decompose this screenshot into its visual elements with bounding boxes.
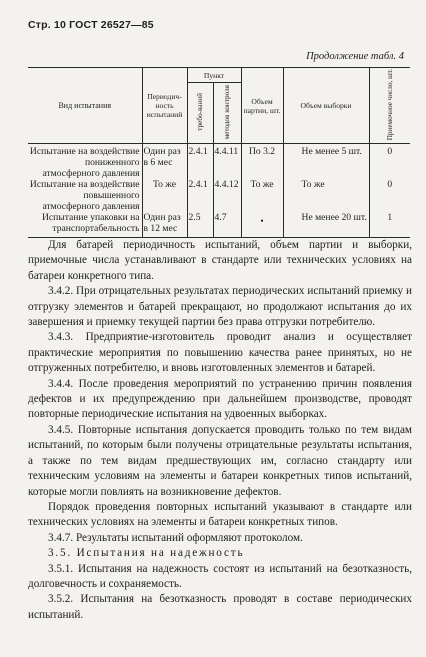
row-sample-size: То же xyxy=(283,179,369,212)
header-requirements: требо-ваний xyxy=(196,93,204,132)
paragraph: 3.5.1. Испытания на надежность состоят из испытаний на безотказность, долговечность и сохраняемость. xyxy=(28,562,412,590)
header-periodicity: Периодич-ность испытаний xyxy=(142,68,187,144)
row-periodicity: Один раз в 12 мес xyxy=(142,212,187,238)
row-periodicity: То же xyxy=(142,179,187,212)
header-acceptance: Приемочное число, шт. xyxy=(385,69,394,141)
row-acceptance: 1 xyxy=(369,212,410,238)
header-methods: методов контроля xyxy=(223,85,231,140)
row-periodicity: Один раз в 6 мес xyxy=(142,144,187,180)
table-row xyxy=(28,212,410,238)
row-acceptance: 0 xyxy=(369,144,410,180)
row-methods: 4.4.11 xyxy=(213,144,241,180)
table-row xyxy=(28,179,410,212)
paragraph: 3.4.2. При отрицательных результатах периодических испытаний приемку и отгрузку элементов и батарей прекращают, но продолжают испытания до их завершения и приемку текущей партии без права отгрузки потребителю. xyxy=(28,285,412,329)
header-acceptance-cell xyxy=(369,68,410,144)
header-sample-size: Объем выборки xyxy=(283,68,369,144)
row-test-name: Испытание на воздействие повышенного атмосферного давления xyxy=(29,179,140,213)
row-acceptance: 0 xyxy=(369,179,410,212)
page-header: Стр. 10 ГОСТ 26527—85 xyxy=(28,19,154,31)
paragraph: 3.4.4. После проведения мероприятий по устранению причин появления дефектов и их предупреждению при дальнейшем производстве, проводят повторные периодические испытания на удвоенных выборках. xyxy=(28,377,412,421)
row-sample-size: Не менее 20 шт. xyxy=(283,212,369,238)
header-requirements-cell xyxy=(187,83,213,144)
row-lot-size: То же xyxy=(241,179,283,212)
paragraph: 3.5.2. Испытания на безотказность проводят в составе периодических испытаний. xyxy=(28,593,412,621)
row-test-name: Испытание на воздействие пониженного атмосферного давления xyxy=(29,146,140,180)
row-lot-size: По 3.2 xyxy=(241,144,283,180)
row-methods: 4.7 xyxy=(213,212,241,238)
paragraph: 3.4.3. Предприятие-изготовитель проводит анализ и осуществляет практические мероприятия по повышению качества ранее принятых, но не отгруженных потребителю, и вновь изготовленных элементов и батарей. xyxy=(28,331,412,375)
row-requirements: 2.4.1 xyxy=(187,144,213,180)
row-requirements: 2.5 xyxy=(187,212,213,238)
paragraph: Порядок проведения повторных испытаний указывают в стандарте или технических условиях на элементы и батареи конкретных типов. xyxy=(28,500,412,529)
row-test-name: Испытание упаковки на транспортабельность xyxy=(28,212,142,238)
row-lot-size: • xyxy=(241,212,283,238)
table-continuation-label: Продолжение табл. 4 xyxy=(306,51,404,62)
tests-table xyxy=(28,67,410,238)
header-lot-size: Объем партии, шт. xyxy=(241,68,283,144)
paragraph: 3.4.7. Результаты испытаний оформляют протоколом. xyxy=(48,531,303,544)
table-row xyxy=(28,144,410,180)
document-body xyxy=(28,238,412,623)
paragraph: 3.4.5. Повторные испытания допускается проводить только по тем видам испытаний, по которым были получены отрицательные результаты испытания, а также по тем видам предшествующих им, согласно стандарту или техническим условиям на элементы и батареи конкретных типов испытаний, которые могли повлиять на возникновение дефектов. xyxy=(28,423,412,498)
header-clause: Пункт xyxy=(187,68,241,83)
row-sample-size: Не менее 5 шт. xyxy=(283,144,369,180)
header-test-type: Вид испытания xyxy=(28,68,142,144)
section-heading: 3.5. Испытания на надежность xyxy=(48,547,245,560)
row-methods: 4.4.12 xyxy=(213,179,241,212)
paragraph: Для батарей периодичность испытаний, объем партии и выборки, приемочные числа устанавливают в стандарте или технических условиях на батареи конкретного типа. xyxy=(28,239,412,282)
header-methods-cell xyxy=(213,83,241,144)
row-requirements: 2.4.1 xyxy=(187,179,213,212)
